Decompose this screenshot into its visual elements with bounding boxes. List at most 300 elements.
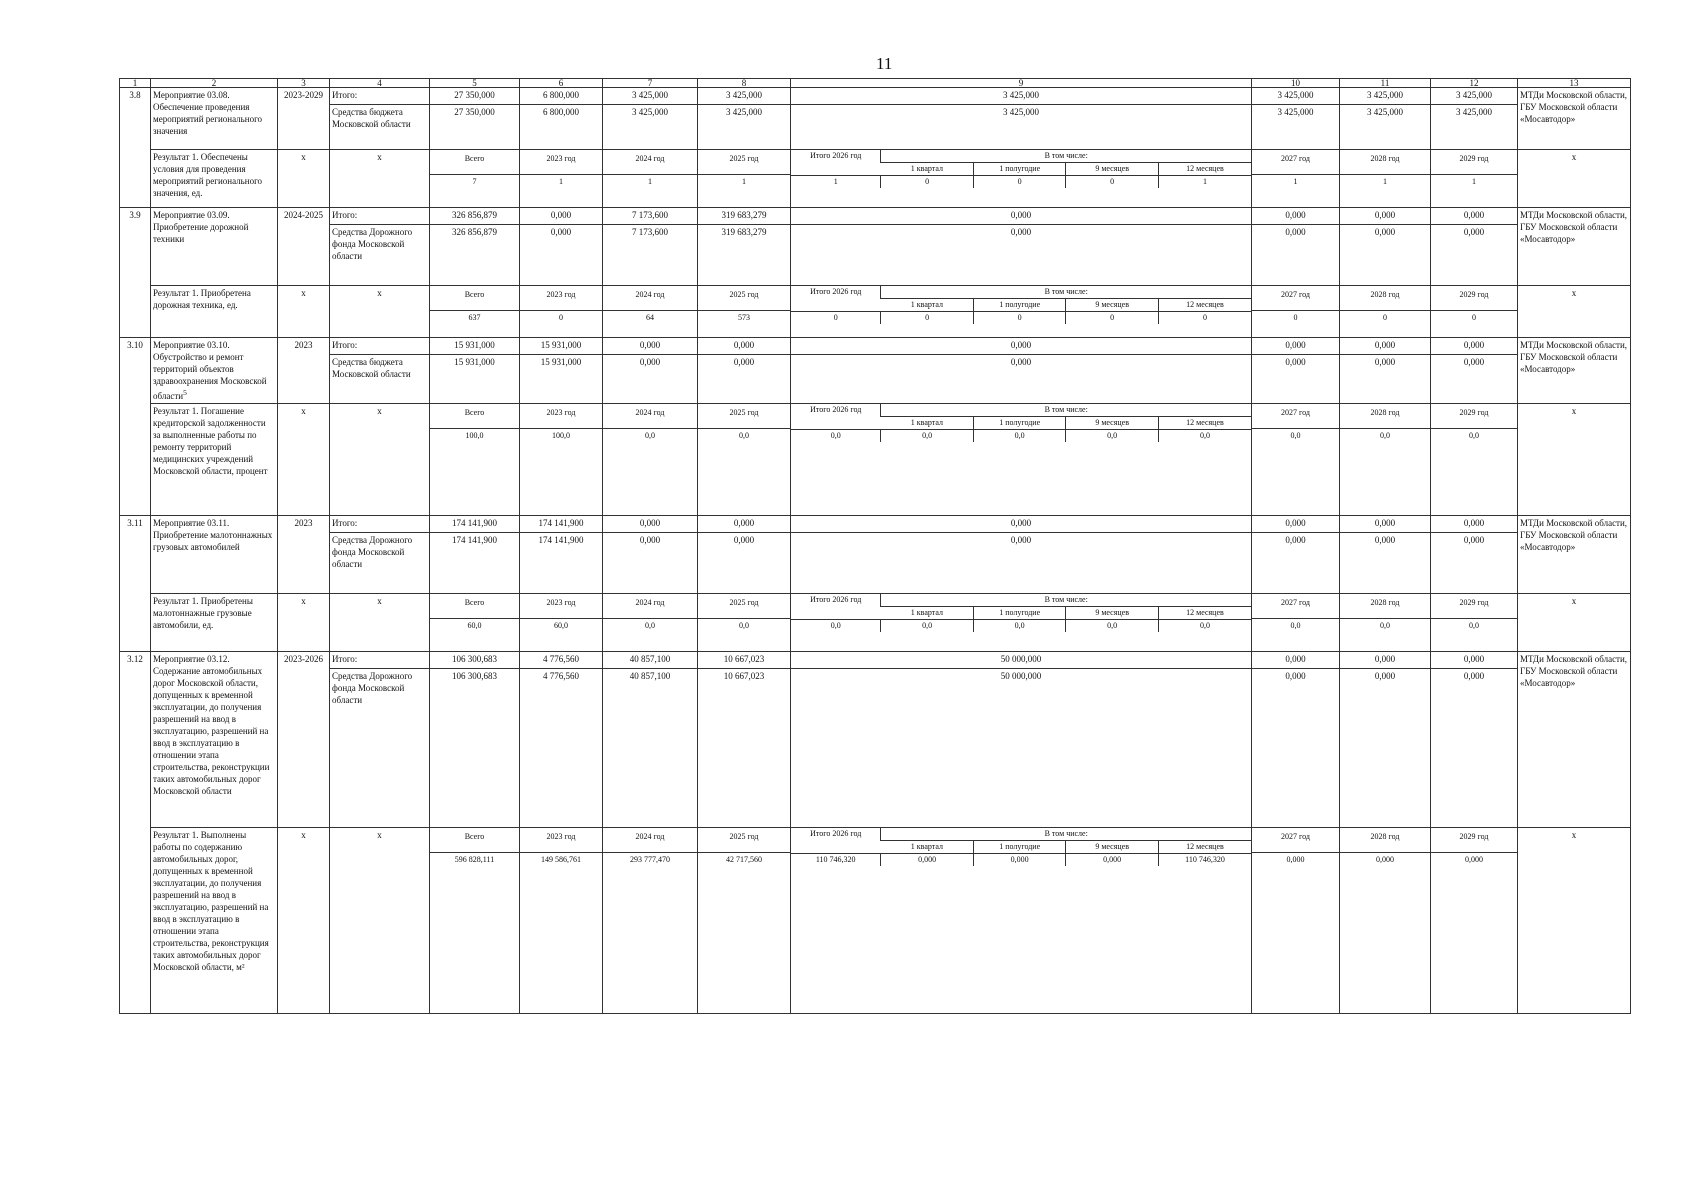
- itogo-2026-header: Итого 2026 год: [810, 829, 862, 838]
- activity-number: 3.9: [120, 208, 151, 338]
- result-value-cell: [1340, 286, 1431, 338]
- period-header: 9 месяцев: [1066, 607, 1159, 620]
- amount-budget: 174 141,900: [520, 532, 602, 546]
- result-col-header: 2024 год: [635, 408, 665, 417]
- amount-total: 174 141,900: [538, 518, 584, 528]
- source-budget-label: Средства Дорожного фонда Московской области: [330, 532, 429, 570]
- amount-cell: [1252, 516, 1340, 594]
- amount-budget: 4 776,560: [520, 668, 602, 682]
- col-header: 5: [430, 79, 520, 88]
- amount-total: 0,000: [639, 340, 661, 350]
- amount-total: 0,000: [1463, 654, 1485, 664]
- amount-cell: [603, 208, 698, 286]
- amount-total: 4 776,560: [543, 654, 579, 664]
- amount-total: 0,000: [733, 340, 755, 350]
- result-value: 60,0: [430, 618, 519, 633]
- result-text: Результат 1. Приобретены малотоннажные грузовые автомобили, ед.: [151, 594, 278, 652]
- result-row: [120, 594, 1631, 652]
- amount-total: 0,000: [1463, 518, 1485, 528]
- amount-total: 319 683,279: [721, 210, 767, 220]
- result-row: [120, 828, 1631, 1014]
- result-executor-x: х: [1518, 286, 1631, 338]
- result-value: 0: [1252, 310, 1339, 325]
- funding-source: [330, 338, 430, 404]
- result-value-cell: [430, 828, 520, 1014]
- result-value-cell: [430, 594, 520, 652]
- result-value: 1: [603, 174, 697, 189]
- result-2026-breakdown: [791, 404, 1252, 516]
- result-value: 0,0: [603, 618, 697, 633]
- result-value-cell: [1252, 594, 1340, 652]
- result-value: 0,0: [881, 430, 974, 443]
- result-value-cell: [698, 150, 791, 208]
- amount-cell: [791, 652, 1252, 828]
- period-header: 1 квартал: [881, 299, 974, 312]
- activity-number: 3.11: [120, 516, 151, 652]
- amount-total: 0,000: [1010, 518, 1032, 528]
- amount-cell: [603, 652, 698, 828]
- result-col-header: 2027 год: [1281, 290, 1310, 299]
- footnote-mark: 5: [183, 388, 187, 397]
- page-number: 11: [876, 54, 893, 73]
- itogo-2026-header: Итого 2026 год: [810, 151, 862, 160]
- result-col-header: 2027 год: [1281, 598, 1310, 607]
- result-col-header: 2027 год: [1281, 832, 1310, 841]
- in-that-header: В том числе:: [881, 286, 1251, 299]
- result-value: 1: [520, 174, 602, 189]
- in-that-header: В том числе:: [881, 828, 1251, 841]
- result-value: 1: [698, 174, 790, 189]
- result-value: 110 746,320: [1158, 854, 1251, 867]
- result-value-cell: [1340, 404, 1431, 516]
- result-value: 0,0: [973, 620, 1066, 633]
- col-header: 3: [278, 79, 330, 88]
- amount-total: 6 800,000: [543, 90, 579, 100]
- amount-budget: 0,000: [698, 532, 790, 546]
- result-value-cell: [1252, 150, 1340, 208]
- amount-cell: [520, 652, 603, 828]
- result-col-header: 2024 год: [635, 832, 665, 841]
- result-value: 0: [1066, 312, 1159, 325]
- result-col-header: 2029 год: [1459, 598, 1489, 607]
- amount-budget: 0,000: [1340, 668, 1430, 682]
- result-value-cell: [1431, 150, 1518, 208]
- result-value: 0: [1158, 312, 1251, 325]
- amount-budget: 27 350,000: [430, 104, 519, 118]
- amount-total: 0,000: [1285, 518, 1306, 528]
- amount-budget: 0,000: [698, 354, 790, 368]
- result-value: 0,000: [1252, 852, 1339, 867]
- amount-cell: [698, 88, 791, 150]
- result-executor-x: х: [1518, 828, 1631, 1014]
- amount-total: 0,000: [1374, 518, 1396, 528]
- amount-cell: [1431, 516, 1518, 594]
- result-value: 149 586,761: [520, 852, 602, 867]
- result-value: 0,0: [698, 618, 790, 633]
- activity-name: [151, 516, 278, 594]
- result-value: 0,0: [1252, 618, 1339, 633]
- result-row: [120, 286, 1631, 338]
- col-header: 11: [1340, 79, 1431, 88]
- activity-period: 2023: [278, 516, 330, 594]
- amount-total: 40 857,100: [629, 654, 671, 664]
- amount-budget: 0,000: [1431, 532, 1517, 546]
- result-period-x: х: [278, 594, 330, 652]
- result-period-x: х: [278, 286, 330, 338]
- activity-name: [151, 338, 278, 404]
- amount-total: 15 931,000: [540, 340, 582, 350]
- amount-cell: [1431, 208, 1518, 286]
- result-value: 573: [698, 310, 790, 325]
- result-value: 293 777,470: [603, 852, 697, 867]
- amount-budget: 0,000: [1340, 354, 1430, 368]
- source-budget-label: Средства Дорожного фонда Московской области: [330, 668, 429, 706]
- result-value: 100,0: [520, 428, 602, 443]
- result-value-cell: [520, 150, 603, 208]
- col-header: 1: [120, 79, 151, 88]
- amount-total: 10 667,023: [723, 654, 765, 664]
- amount-budget: 0,000: [520, 224, 602, 238]
- amount-total: 50 000,000: [1000, 654, 1042, 664]
- result-value: 0: [1340, 310, 1430, 325]
- result-col-header: Всего: [464, 154, 485, 163]
- result-value-cell: [1252, 286, 1340, 338]
- amount-budget: 319 683,279: [698, 224, 790, 238]
- result-executor-x: х: [1518, 594, 1631, 652]
- result-value-cell: [1431, 286, 1518, 338]
- amount-budget: 0,000: [603, 354, 697, 368]
- amount-cell: [520, 88, 603, 150]
- quarter-breakdown-table: [791, 150, 1251, 188]
- result-2026-breakdown: [791, 150, 1252, 208]
- result-value: 0: [881, 176, 974, 189]
- activity-text: Мероприятие 03.12. Содержание автомобильных дорог Московской области, допущенных к временной эксплуатации, до получения разрешений на ввод в эксплуатацию, разрешений на ввод в эксплуатацию в отношении этапа строительства, реконструкции таких автомобильных дорог Московской области: [153, 654, 270, 796]
- amount-budget: 3 425,000: [603, 104, 697, 118]
- result-value: 0,000: [973, 854, 1066, 867]
- funding-source: [330, 652, 430, 828]
- result-value: 0,0: [1066, 430, 1159, 443]
- amount-cell: [1340, 338, 1431, 404]
- amount-total: 0,000: [1374, 210, 1396, 220]
- result-value: 0,0: [881, 620, 974, 633]
- activity-name: [151, 88, 278, 150]
- result-col-header: 2029 год: [1459, 832, 1489, 841]
- activity-number: 3.12: [120, 652, 151, 1014]
- executor: МТДи Московской области, ГБУ Московской области «Мосавтодор»: [1518, 338, 1631, 404]
- col-header: 12: [1431, 79, 1518, 88]
- result-value: 42 717,560: [698, 852, 790, 867]
- amount-total: 174 141,900: [452, 518, 497, 528]
- result-value-cell: [520, 828, 603, 1014]
- amount-total: 15 931,000: [454, 340, 495, 350]
- result-col-header: 2024 год: [635, 598, 665, 607]
- period-header: 12 месяцев: [1158, 417, 1251, 430]
- itogo-2026-header: Итого 2026 год: [810, 405, 862, 414]
- amount-total: 27 350,000: [454, 90, 495, 100]
- result-value-cell: [520, 594, 603, 652]
- result-value-cell: [1252, 404, 1340, 516]
- period-header: 1 квартал: [881, 417, 974, 430]
- amount-total: 0,000: [1374, 654, 1396, 664]
- amount-cell: [1340, 652, 1431, 828]
- amount-total: 3 425,000: [726, 90, 762, 100]
- itogo-2026-header: Итого 2026 год: [810, 287, 862, 296]
- result-value: 0,0: [973, 430, 1066, 443]
- result-col-header: Всего: [464, 832, 485, 841]
- result-value: 0,0: [603, 428, 697, 443]
- result-period-x: х: [278, 828, 330, 1014]
- activity-row: [120, 652, 1631, 828]
- activity-number: 3.8: [120, 88, 151, 208]
- col-header: 4: [330, 79, 430, 88]
- result-value-cell: [1431, 594, 1518, 652]
- result-value-cell: [430, 150, 520, 208]
- amount-cell: [1252, 88, 1340, 150]
- result-col-header: 2025 год: [729, 832, 759, 841]
- result-col-header: 2023 год: [546, 598, 576, 607]
- amount-cell: [698, 652, 791, 828]
- result-value-cell: [603, 286, 698, 338]
- source-total-label: Итого:: [332, 654, 358, 664]
- amount-budget: 0,000: [1252, 224, 1339, 238]
- result-value-cell: [430, 286, 520, 338]
- amount-cell: [1431, 88, 1518, 150]
- result-value: 110 746,320: [791, 854, 881, 867]
- amount-budget: 7 173,600: [603, 224, 697, 238]
- amount-cell: [520, 208, 603, 286]
- amount-budget: 3 425,000: [791, 104, 1251, 118]
- funding-source: [330, 516, 430, 594]
- result-value: 0,0: [1340, 428, 1430, 443]
- result-value-cell: [603, 150, 698, 208]
- in-that-header: В том числе:: [881, 150, 1251, 163]
- result-value: 0,0: [1252, 428, 1339, 443]
- amount-budget: 0,000: [1431, 668, 1517, 682]
- period-header: 12 месяцев: [1158, 299, 1251, 312]
- result-2026-breakdown: [791, 594, 1252, 652]
- result-col-header: 2027 год: [1281, 408, 1310, 417]
- source-total-label: Итого:: [332, 90, 358, 100]
- period-header: 1 полугодие: [973, 299, 1066, 312]
- amount-total: 0,000: [1285, 340, 1306, 350]
- result-value: 0,0: [1158, 620, 1251, 633]
- result-value-cell: [698, 594, 791, 652]
- result-value: 1: [1431, 174, 1517, 189]
- result-value-cell: [698, 404, 791, 516]
- result-value-cell: [520, 286, 603, 338]
- result-value: 0,0: [1340, 618, 1430, 633]
- period-header: 9 месяцев: [1066, 417, 1159, 430]
- result-2026-breakdown: [791, 286, 1252, 338]
- result-value: 0,000: [1066, 854, 1159, 867]
- amount-cell: [1431, 652, 1518, 828]
- amount-budget: 0,000: [791, 532, 1251, 546]
- result-text: Результат 1. Приобретена дорожная техника, ед.: [151, 286, 278, 338]
- activity-row: [120, 516, 1631, 594]
- amount-cell: [603, 516, 698, 594]
- activity-period: 2023-2026: [278, 652, 330, 828]
- amount-budget: 0,000: [1431, 224, 1517, 238]
- amount-budget: 0,000: [791, 354, 1251, 368]
- source-total-label: Итого:: [332, 340, 358, 350]
- result-col-header: 2023 год: [546, 154, 576, 163]
- amount-budget: 0,000: [1340, 532, 1430, 546]
- result-col-header: 2025 год: [729, 598, 759, 607]
- result-period-x: х: [278, 150, 330, 208]
- amount-cell: [430, 88, 520, 150]
- result-col-header: 2029 год: [1459, 154, 1489, 163]
- activity-name: [151, 652, 278, 828]
- result-source-x: х: [330, 150, 430, 208]
- amount-cell: [698, 516, 791, 594]
- result-executor-x: х: [1518, 404, 1631, 516]
- column-number-header: [120, 79, 1631, 88]
- amount-budget: 3 425,000: [1431, 104, 1517, 118]
- source-total-label: Итого:: [332, 518, 358, 528]
- amount-budget: 3 425,000: [1340, 104, 1430, 118]
- amount-total: 0,000: [1010, 210, 1032, 220]
- amount-total: 0,000: [1463, 340, 1485, 350]
- result-value: 0,0: [1066, 620, 1159, 633]
- amount-cell: [430, 652, 520, 828]
- result-value: 1: [1158, 176, 1251, 189]
- result-value: 0,0: [698, 428, 790, 443]
- amount-total: 0,000: [1285, 654, 1306, 664]
- amount-budget: 0,000: [1431, 354, 1517, 368]
- amount-budget: 3 425,000: [698, 104, 790, 118]
- col-header: 6: [520, 79, 603, 88]
- result-value: 0,0: [791, 430, 881, 443]
- amount-budget: 0,000: [1252, 668, 1339, 682]
- amount-cell: [520, 516, 603, 594]
- result-value: 0: [1066, 176, 1159, 189]
- period-header: 1 полугодие: [973, 607, 1066, 620]
- result-value: 637: [430, 310, 519, 325]
- executor: МТДи Московской области, ГБУ Московской области «Мосавтодор»: [1518, 208, 1631, 286]
- funding-source: [330, 208, 430, 286]
- result-executor-x: х: [1518, 150, 1631, 208]
- result-col-header: 2028 год: [1370, 408, 1400, 417]
- period-header: 9 месяцев: [1066, 299, 1159, 312]
- amount-cell: [791, 516, 1252, 594]
- amount-budget: 50 000,000: [791, 668, 1251, 682]
- period-header: 1 полугодие: [973, 163, 1066, 176]
- amount-cell: [1340, 88, 1431, 150]
- amount-cell: [603, 88, 698, 150]
- amount-budget: 0,000: [1340, 224, 1430, 238]
- result-value-cell: [1431, 828, 1518, 1014]
- amount-total: 0,000: [639, 518, 661, 528]
- result-value: 0: [520, 310, 602, 325]
- activity-text: Мероприятие 03.08. Обеспечение проведения мероприятий регионального значения: [153, 90, 263, 136]
- amount-budget: 0,000: [1252, 532, 1339, 546]
- amount-cell: [430, 516, 520, 594]
- result-value: 596 828,111: [430, 852, 519, 867]
- period-header: 1 полугодие: [973, 841, 1066, 854]
- result-col-header: 2027 год: [1281, 154, 1310, 163]
- amount-budget: 326 856,879: [430, 224, 519, 238]
- funding-source: [330, 88, 430, 150]
- amount-total: 106 300,683: [452, 654, 497, 664]
- result-col-header: 2023 год: [546, 832, 576, 841]
- result-col-header: 2028 год: [1370, 598, 1400, 607]
- result-col-header: Всего: [464, 408, 485, 417]
- result-col-header: 2024 год: [635, 290, 665, 299]
- quarter-breakdown-table: [791, 286, 1251, 324]
- result-col-header: 2029 год: [1459, 290, 1489, 299]
- itogo-2026-header: Итого 2026 год: [810, 595, 862, 604]
- result-col-header: 2028 год: [1370, 832, 1400, 841]
- result-col-header: 2023 год: [546, 290, 576, 299]
- amount-cell: [1252, 338, 1340, 404]
- amount-budget: 106 300,683: [430, 668, 519, 682]
- period-header: 12 месяцев: [1158, 163, 1251, 176]
- in-that-header: В том числе:: [881, 404, 1251, 417]
- period-header: 12 месяцев: [1158, 841, 1251, 854]
- result-source-x: х: [330, 828, 430, 1014]
- result-col-header: Всего: [464, 598, 485, 607]
- col-header: 13: [1518, 79, 1631, 88]
- amount-total: 3 425,000: [1003, 90, 1039, 100]
- amount-cell: [698, 338, 791, 404]
- col-header: 9: [791, 79, 1252, 88]
- result-period-x: х: [278, 404, 330, 516]
- result-value: 0: [1431, 310, 1517, 325]
- result-col-header: 2028 год: [1370, 290, 1400, 299]
- amount-cell: [791, 88, 1252, 150]
- result-value: 0,0: [1158, 430, 1251, 443]
- activity-row: [120, 208, 1631, 286]
- result-value-cell: [1431, 404, 1518, 516]
- in-that-header: В том числе:: [881, 594, 1251, 607]
- period-header: 1 полугодие: [973, 417, 1066, 430]
- executor: МТДи Московской области, ГБУ Московской области «Мосавтодор»: [1518, 652, 1631, 828]
- result-value-cell: [1340, 594, 1431, 652]
- period-header: 1 квартал: [881, 607, 974, 620]
- col-header: 10: [1252, 79, 1340, 88]
- amount-total: 3 425,000: [1367, 90, 1403, 100]
- col-header: 8: [698, 79, 791, 88]
- amount-total: 0,000: [550, 210, 572, 220]
- amount-total: 3 425,000: [1456, 90, 1492, 100]
- amount-budget: 3 425,000: [1252, 104, 1339, 118]
- amount-cell: [430, 208, 520, 286]
- executor: МТДи Московской области, ГБУ Московской области «Мосавтодор»: [1518, 516, 1631, 594]
- result-value: 0: [881, 312, 974, 325]
- amount-cell: [791, 208, 1252, 286]
- amount-total: 326 856,879: [452, 210, 497, 220]
- source-budget-label: Средства Дорожного фонда Московской области: [330, 224, 429, 262]
- period-header: 1 квартал: [881, 841, 974, 854]
- amount-budget: 0,000: [1252, 354, 1339, 368]
- result-value-cell: [1252, 828, 1340, 1014]
- result-value: 0,0: [1431, 428, 1517, 443]
- amount-budget: 10 667,023: [698, 668, 790, 682]
- period-header: 1 квартал: [881, 163, 974, 176]
- result-value: 64: [603, 310, 697, 325]
- result-row: [120, 150, 1631, 208]
- amount-total: 0,000: [733, 518, 755, 528]
- result-col-header: 2024 год: [635, 154, 665, 163]
- amount-budget: 174 141,900: [430, 532, 519, 546]
- result-col-header: 2028 год: [1370, 154, 1400, 163]
- result-value: 0,000: [1340, 852, 1430, 867]
- amount-cell: [1431, 338, 1518, 404]
- result-col-header: 2029 год: [1459, 408, 1489, 417]
- executor: МТДи Московской области, ГБУ Московской области «Мосавтодор»: [1518, 88, 1631, 150]
- quarter-breakdown-table: [791, 594, 1251, 632]
- result-value: 0,0: [1431, 618, 1517, 633]
